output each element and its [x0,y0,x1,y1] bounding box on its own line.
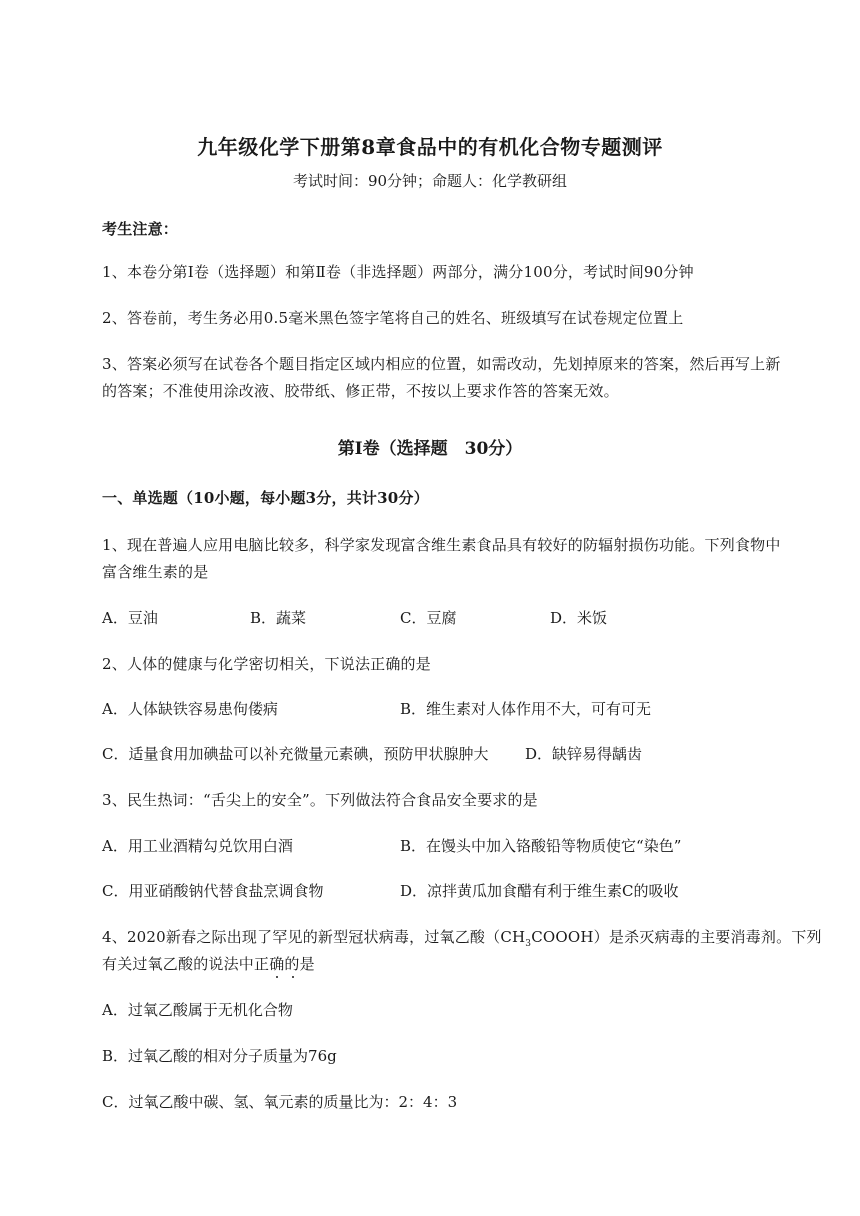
emphasis-dot [276,976,278,978]
question-stem [102,927,822,954]
option-a: A．豆油 [102,609,158,627]
notice-item: 的答案；不准使用涂改液、胶带纸、修正带，不按以上要求作答的答案无效。 [102,382,619,400]
part-heading: 一、单选题（10小题，每小题3分，共计30分） [102,489,429,507]
stem-text: COOOH）是杀灭病毒的主要消毒剂。下列 [531,928,822,946]
option-d: D．米饭 [550,609,608,627]
section-title: 第Ⅰ卷（选择题 30分） [337,439,523,459]
option-c: C．适量食用加碘盐可以补充微量元素碘，预防甲状腺肿大 [102,745,489,763]
option-a: A．用工业酒精勾兑饮用白酒 [102,837,293,855]
question-stem: 富含维生素的是 [102,563,209,581]
question-stem: 有关过氧乙酸的说法中正确的是 [102,955,315,973]
option-b: B．蔬菜 [250,609,307,627]
option-c: C．豆腐 [400,609,457,627]
option-a: A．人体缺铁容易患佝偻病 [102,700,278,718]
exam-title: 九年级化学下册第8章食品中的有机化合物专题测评 [197,135,663,159]
option-d: D．缺锌易得龋齿 [525,745,643,763]
option-a: A．过氧乙酸属于无机化合物 [102,1001,293,1019]
option-b: B．过氧乙酸的相对分子质量为76g [102,1047,337,1065]
option-b: B．维生素对人体作用不大，可有可无 [400,700,652,718]
option-d: D．凉拌黄瓜加食醋有利于维生素C的吸收 [400,882,679,900]
exam-subtitle: 考试时间：90分钟；命题人：化学教研组 [292,172,568,190]
subscript: 3 [525,939,532,949]
notice-item: 2、答卷前，考生务必用0.5毫米黑色签字笔将自己的姓名、班级填写在试卷规定位置上 [102,309,684,327]
question-stem: 2、人体的健康与化学密切相关，下说法正确的是 [102,655,431,673]
notice-item: 3、答案必须写在试卷各个题目指定区域内相应的位置，如需改动，先划掉原来的答案，然后再写上新 [102,355,781,373]
option-c: C．过氧乙酸中碳、氢、氧元素的质量比为：2：4：3 [102,1093,458,1111]
emphasis-dot [292,976,294,978]
question-stem: 1、现在普遍人应用电脑比较多，科学家发现富含维生素食品具有较好的防辐射损伤功能。下列食物中 [102,536,781,554]
stem-text: 4、2020新春之际出现了罕见的新型冠状病毒，过氧乙酸（CH [102,928,526,946]
option-c: C．用亚硝酸钠代替食盐烹调食物 [102,882,324,900]
option-b: B．在馒头中加入铬酸铅等物质使它“染色” [400,837,682,855]
notice-heading: 考生注意： [102,220,179,238]
question-stem: 3、民生热词：“舌尖上的安全”。下列做法符合食品安全要求的是 [102,791,538,809]
notice-item: 1、本卷分第Ⅰ卷（选择题）和第Ⅱ卷（非选择题）两部分，满分100分，考试时间90分钟 [102,263,694,281]
